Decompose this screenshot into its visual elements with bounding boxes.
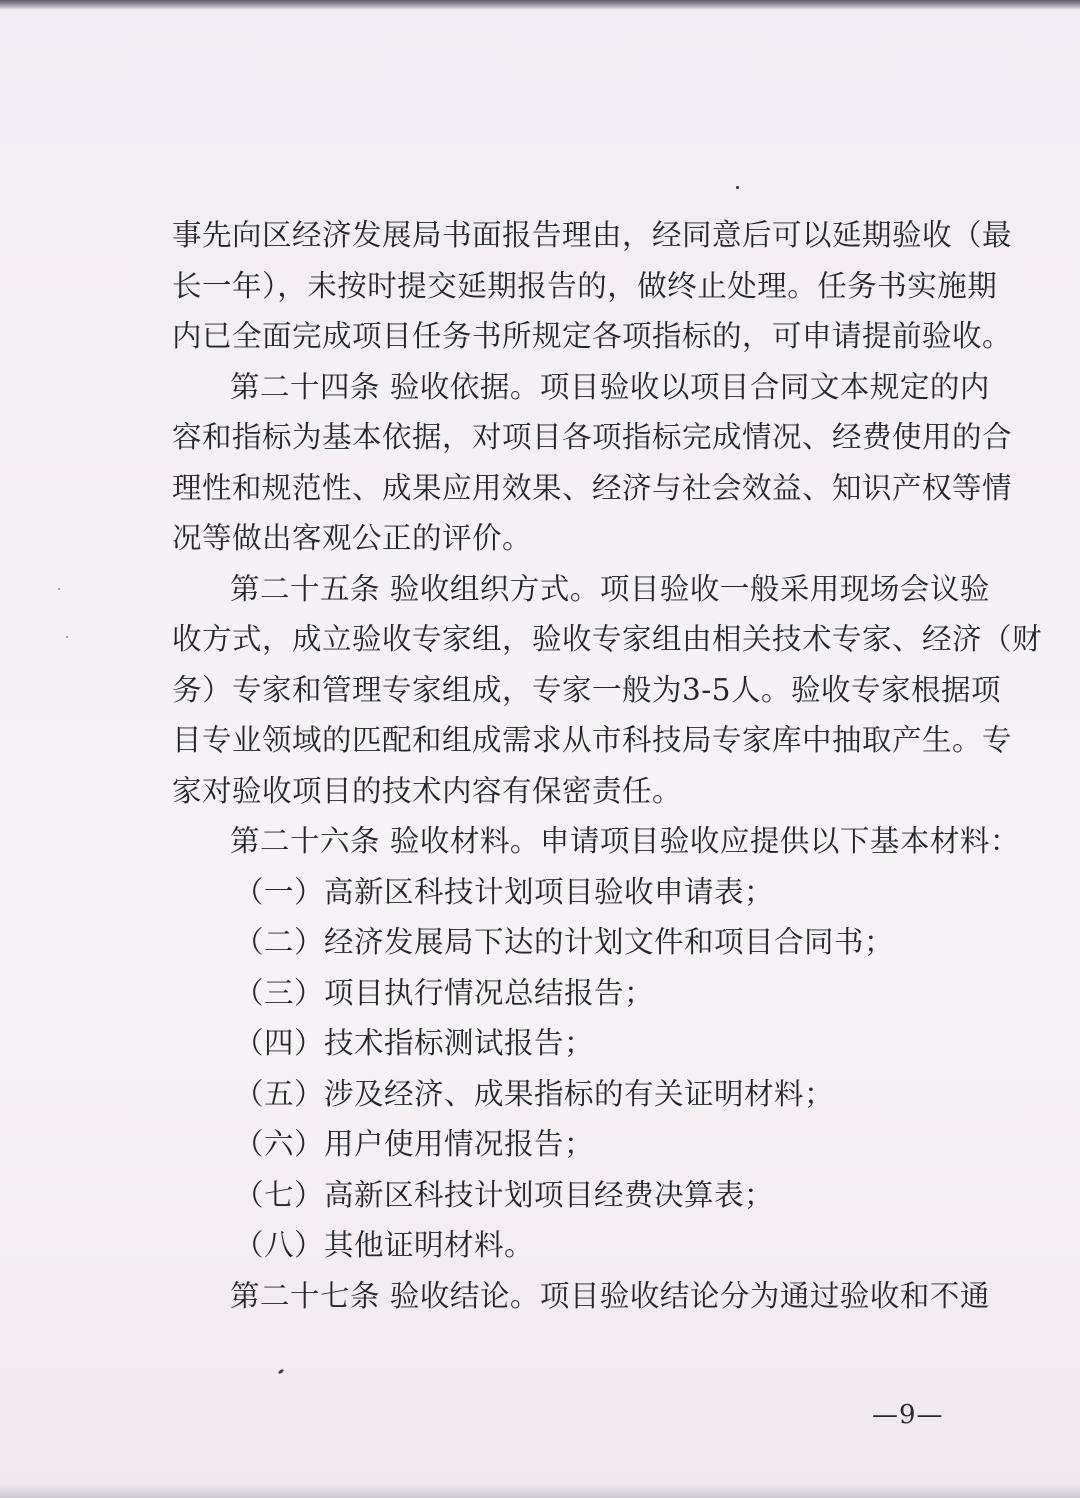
body-line-1: 事先向区经济发展局书面报告理由，经同意后可以延期验收（最 [172, 218, 1013, 252]
body-line-5: 容和指标为基本依据，对项目各项指标完成情况、经费使用的合 [172, 420, 1013, 454]
list-item-7: （七）高新区科技计划项目经费决算表； [234, 1177, 775, 1212]
list-item-4: （四）技术指标测试报告； [234, 1026, 595, 1060]
scan-speck-mark [278, 1369, 285, 1375]
body-line-6: 理性和规范性、成果应用效果、经济与社会效益、知识产权等情 [172, 470, 1013, 505]
scan-speck-mark [736, 186, 739, 189]
article-26-heading-line: 第二十六条 验收材料。申请项目验收应提供以下基本材料： [230, 824, 1020, 858]
list-item-6: （六）用户使用情况报告； [234, 1127, 595, 1161]
scan-bottom-edge [0, 1484, 1080, 1498]
article-27-heading-line: 第二十七条 验收结论。项目验收结论分为通过验收和不通 [230, 1278, 990, 1313]
list-item-1: （一）高新区科技计划项目验收申请表； [234, 874, 775, 909]
list-item-5: （五）涉及经济、成果指标的有关证明材料； [234, 1076, 835, 1111]
body-line-9: 收方式，成立验收专家组，验收专家组由相关技术专家、经济（财 [172, 622, 1043, 656]
body-line-10: 务）专家和管理专家组成，专家一般为3-5人。验收专家根据项 [172, 672, 1002, 707]
document-body [172, 210, 1043, 1321]
scan-top-edge [0, 0, 1080, 10]
scan-speck-mark [66, 636, 68, 638]
article-24-heading-line: 第二十四条 验收依据。项目验收以项目合同文本规定的内 [230, 369, 990, 404]
list-item-2: （二）经济发展局下达的计划文件和项目合同书； [234, 925, 895, 959]
list-item-8: （八）其他证明材料。 [234, 1228, 535, 1262]
list-item-3: （三）项目执行情况总结报告； [234, 975, 655, 1010]
scan-speck-mark [58, 588, 60, 590]
body-line-2: 长一年），未按时提交延期报告的，做终止处理。任务书实施期 [172, 268, 998, 303]
body-line-3: 内已全面完成项目任务书所规定各项指标的，可申请提前验收。 [172, 319, 1013, 353]
body-line-11: 目专业领域的匹配和组成需求从市科技局专家库中抽取产生。专 [172, 723, 1013, 757]
article-25-heading-line: 第二十五条 验收组织方式。项目验收一般采用现场会议验 [230, 571, 990, 606]
page-number: —9— [872, 1400, 944, 1430]
body-line-7: 况等做出客观公正的评价。 [172, 521, 533, 555]
body-line-12: 家对验收项目的技术内容有保密责任。 [172, 773, 683, 808]
